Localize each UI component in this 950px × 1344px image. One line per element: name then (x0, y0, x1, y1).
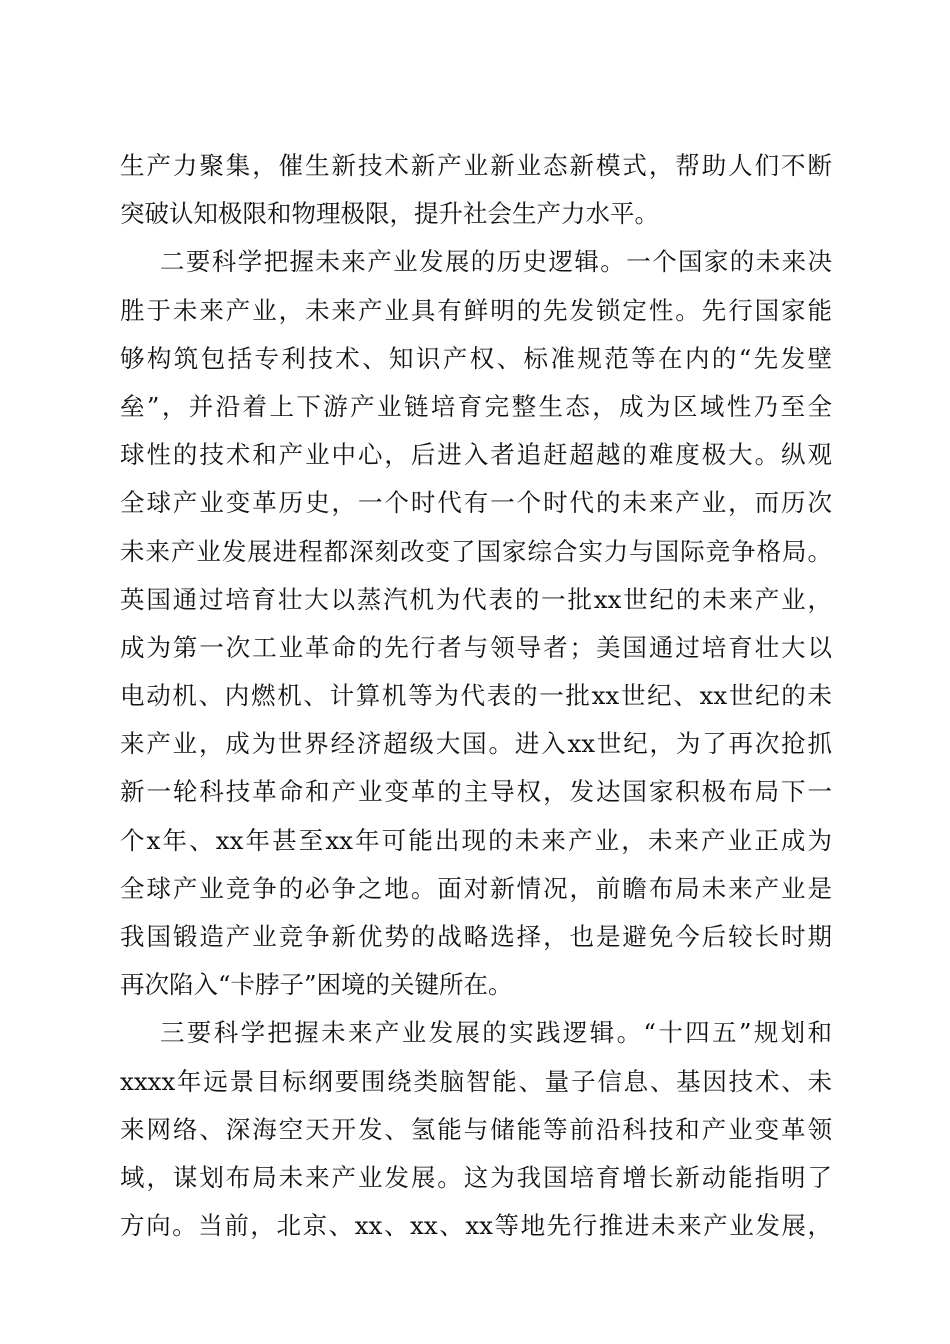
body-text-line: 球性的技术和产业中心，后进入者追赶超越的难度极大。纵观 (120, 440, 832, 470)
body-text-line: 我国锻造产业竞争新优势的战略选择，也是避免今后较长时期 (120, 922, 832, 951)
body-text-line: 再次陷入“卡脖子”困境的关键所在。 (120, 970, 513, 1000)
body-text-line: 个x年、xx年甚至xx年可能出现的未来产业，未来产业正成为 (120, 825, 832, 855)
body-text-line: 来网络、深海空天开发、氢能与储能等前沿科技和产业变革领 (120, 1114, 832, 1144)
body-text-line: 生产力聚集，催生新技术新产业新业态新模式，帮助人们不断 (120, 151, 832, 180)
body-text-line: 胜于未来产业，未来产业具有鲜明的先发锁定性。先行国家能 (120, 295, 832, 325)
body-text-line: 成为第一次工业革命的先行者与领导者；美国通过培育壮大以 (120, 632, 832, 662)
body-text-line: 英国通过培育壮大以蒸汽机为代表的一批xx世纪的未来产业， (120, 584, 832, 614)
body-text-line: 全球产业竞争的必争之地。面对新情况，前瞻布局未来产业是 (120, 873, 832, 903)
body-text-line: 全球产业变革历史，一个时代有一个时代的未来产业，而历次 (120, 488, 832, 518)
body-text-line: 域，谋划布局未来产业发展。这为我国培育增长新动能指明了 (120, 1162, 832, 1192)
paragraph-first-line: 二要科学把握未来产业发展的历史逻辑。一个国家的未来决 (160, 247, 832, 277)
body-text-line: 来产业，成为世界经济超级大国。进入xx世纪，为了再次抢抓 (120, 729, 832, 759)
body-text-line: 够构筑包括专利技术、知识产权、标准规范等在内的“先发壁 (120, 343, 832, 373)
body-text-line: 垒”，并沿着上下游产业链培育完整生态，成为区域性乃至全 (120, 391, 832, 421)
document-body (120, 142, 832, 1250)
body-text-line: 突破认知极限和物理极限，提升社会生产力水平。 (120, 199, 659, 229)
body-text-line: xxxx年远景目标纲要围绕类脑智能、量子信息、基因技术、未 (120, 1066, 832, 1096)
body-text-line: 未来产业发展进程都深刻改变了国家综合实力与国际竞争格局。 (120, 536, 832, 566)
body-text-line: 新一轮科技革命和产业变革的主导权，发达国家积极布局下一 (120, 777, 832, 807)
paragraph-first-line: 三要科学把握未来产业发展的实践逻辑。“十四五”规划和 (160, 1018, 832, 1048)
body-text-line: 电动机、内燃机、计算机等为代表的一批xx世纪、xx世纪的未 (120, 681, 832, 711)
body-text-line: 方向。当前，北京、xx、xx、xx等地先行推进未来产业发展， (120, 1211, 832, 1241)
